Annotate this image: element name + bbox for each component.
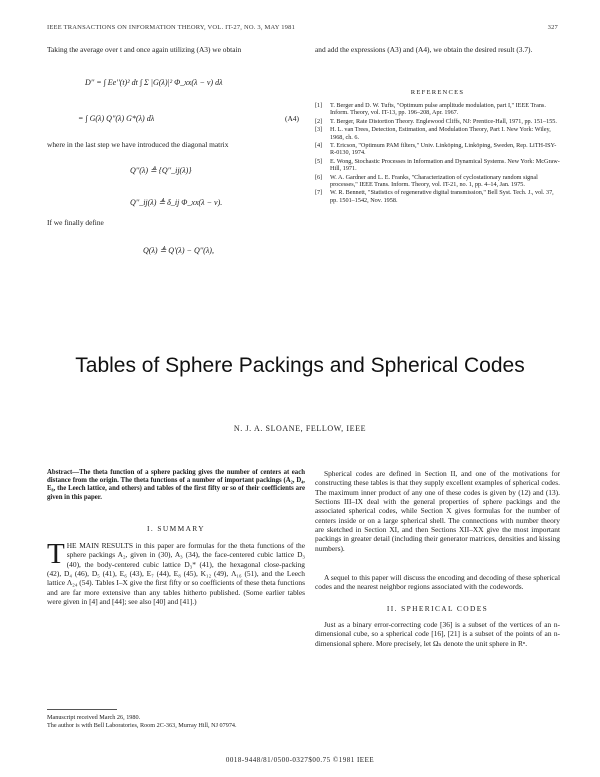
reference-list bbox=[315, 102, 560, 205]
spherical-codes-paragraph: Just as a binary error-correcting code [36] is a subset of the vertices of an n-dimensional cube, so a spherical code [16], [21] is a subset of the points of an n-dimensional sphere. More precisely, let Ωₙ denote the unit sphere in Rⁿ. bbox=[315, 620, 560, 648]
intro-paragraph-1: Spherical codes are defined in Section II, and one of the motivations for constructing these tables is that they supply excellent examples of spherical codes. The maximum inner product of any one of these codes is given by (12) and (13). Sections III–IX deal with the general properties of sphere packings and the associated spherical codes, while Section X gives formulas for the number of centers inside or on a large spherical shell. The connections with number theory are sketched in Section XI, and then Sections XII–XX give the most important packings in greater detail (including their generator matrices, densities and kissing numbers). bbox=[315, 469, 560, 553]
abstract: Abstract—The theta function of a sphere packing gives the number of centers at each distance from the origin. The theta functions of a number of important packings (A₂, D₄, E₈, the Leech lattice, and others) and tables of the first fifty or so of their coefficients are given in this paper. bbox=[47, 469, 305, 501]
drop-cap: T bbox=[47, 538, 65, 570]
section-heading-spherical-codes: II. SPHERICAL CODES bbox=[386, 604, 489, 613]
equation-number-a4: (A4) bbox=[285, 114, 299, 123]
reference-item: [2] T. Berger, Rate Distortion Theory. Englewood Cliffs, NJ: Prentice-Hall, 1971, pp. 151–155. bbox=[315, 117, 557, 125]
article-title: Tables of Sphere Packings and Spherical Codes bbox=[75, 354, 525, 377]
equation-q-double-prime: Q''(λ) ≜ {Q''_ij(λ)} bbox=[130, 166, 192, 175]
equation-a4: = ∫ G(λ) Q''(λ) G*(λ) dλ bbox=[78, 114, 155, 123]
equation-q-lambda: Q(λ) ≜ Q'(λ) − Q''(λ), bbox=[143, 246, 214, 255]
equation-q-ij: Q''_ij(λ) ≜ δ_ij Φ_xx(λ − ν). bbox=[130, 198, 223, 207]
summary-paragraph bbox=[47, 538, 305, 607]
reference-item: [4] T. Ericson, "Optimum PAM filters," Univ. Linköping, Linköping, Sweden, Rep. LiTH-ISY-R-0130, 1974. bbox=[315, 142, 557, 157]
intro-paragraph-2: A sequel to this paper will discuss the encoding and decoding of these spherical codes and the nearest neighbor regions associated with the codewords. bbox=[315, 573, 560, 592]
reference-item: [1] T. Berger and D. W. Tufts, "Optimum pulse amplitude modulation, part I," IEEE Trans. Inform. Theory, vol. IT-13, pp. 196–208, Apr. 1967. bbox=[315, 102, 546, 117]
summary-text: HE MAIN RESULTS in this paper are formulas for the theta functions of the sphere packings A₂, given in (30), A₃ (34), the face-centered cubic lattice D₃ (40), the body-centered cubic lattice D₃* (41), the hexagonal close-packing (42), D₄ (46), D₅ (41), E₆ (43), E₇ (44), E₈ (45), K₁₂ (49), Λ₁₆ (51), and the Leech lattice Λ₂₄ (54). Tables I–X give the first fifty or so coefficients of these theta functions and are far more extensive than any tables hitherto published. (Some earlier tables were given in [4] and [44]; see also [40] and [41].) bbox=[47, 541, 305, 607]
appendix-intro: Taking the average over t and once again utilizing (A3) we obtain bbox=[47, 45, 242, 54]
article-author: N. J. A. SLOANE, FELLOW, IEEE bbox=[233, 424, 367, 433]
footnote-affiliation: The author is with Bell Laboratories, Room 2C-363, Murray Hill, NJ 07974. bbox=[47, 721, 237, 729]
reference-item: [7] W. R. Bennett, "Statistics of regenerative digital transmission," Bell Syst. Tech. J., vol. 37, pp. 1501–1542, Nov. 1958. bbox=[315, 189, 554, 204]
footnote-rule bbox=[47, 709, 117, 710]
appendix-conclusion: and add the expressions (A3) and (A4), we obtain the desired result (3.7). bbox=[315, 45, 533, 54]
define-text: If we finally define bbox=[47, 218, 104, 227]
footnote-received: Manuscript received March 26, 1980. bbox=[47, 714, 141, 721]
running-header: IEEE TRANSACTIONS ON INFORMATION THEORY, VOL. IT-27, NO. 3, MAY 1981 bbox=[47, 24, 296, 31]
section-heading-summary: I. SUMMARY bbox=[147, 524, 205, 533]
reference-item: [5] E. Wong, Stochastic Processes in Information and Dynamical Systems. New York: McGraw-Hill, 1971. bbox=[315, 157, 560, 173]
footnote bbox=[47, 714, 305, 729]
reference-item: [6] W. A. Gardner and L. E. Franks, "Characterization of cyclostationary random signal processes," IEEE Trans. Inform. Theory, vol. IT-21, no. 1, pp. 4–14, Jan. 1975. bbox=[315, 173, 538, 189]
equation-d-double-prime: D'' = ∫ Ee''(t)² dt ∫ Σ |G(λ)|² Φ_xx(λ − ν) dλ bbox=[85, 78, 223, 87]
page-number: 327 bbox=[547, 24, 558, 31]
diagonal-matrix-text: where in the last step we have introduced the diagonal matrix bbox=[47, 140, 229, 149]
copyright-line: 0018-9448/81/0500-0327$00.75 ©1981 IEEE bbox=[225, 756, 375, 764]
references-heading: REFERENCES bbox=[410, 89, 465, 96]
reference-item: [3] H. L. van Trees, Detection, Estimation, and Modulation Theory, Part I. New York: Wiley, 1968, ch. 6. bbox=[315, 126, 551, 141]
